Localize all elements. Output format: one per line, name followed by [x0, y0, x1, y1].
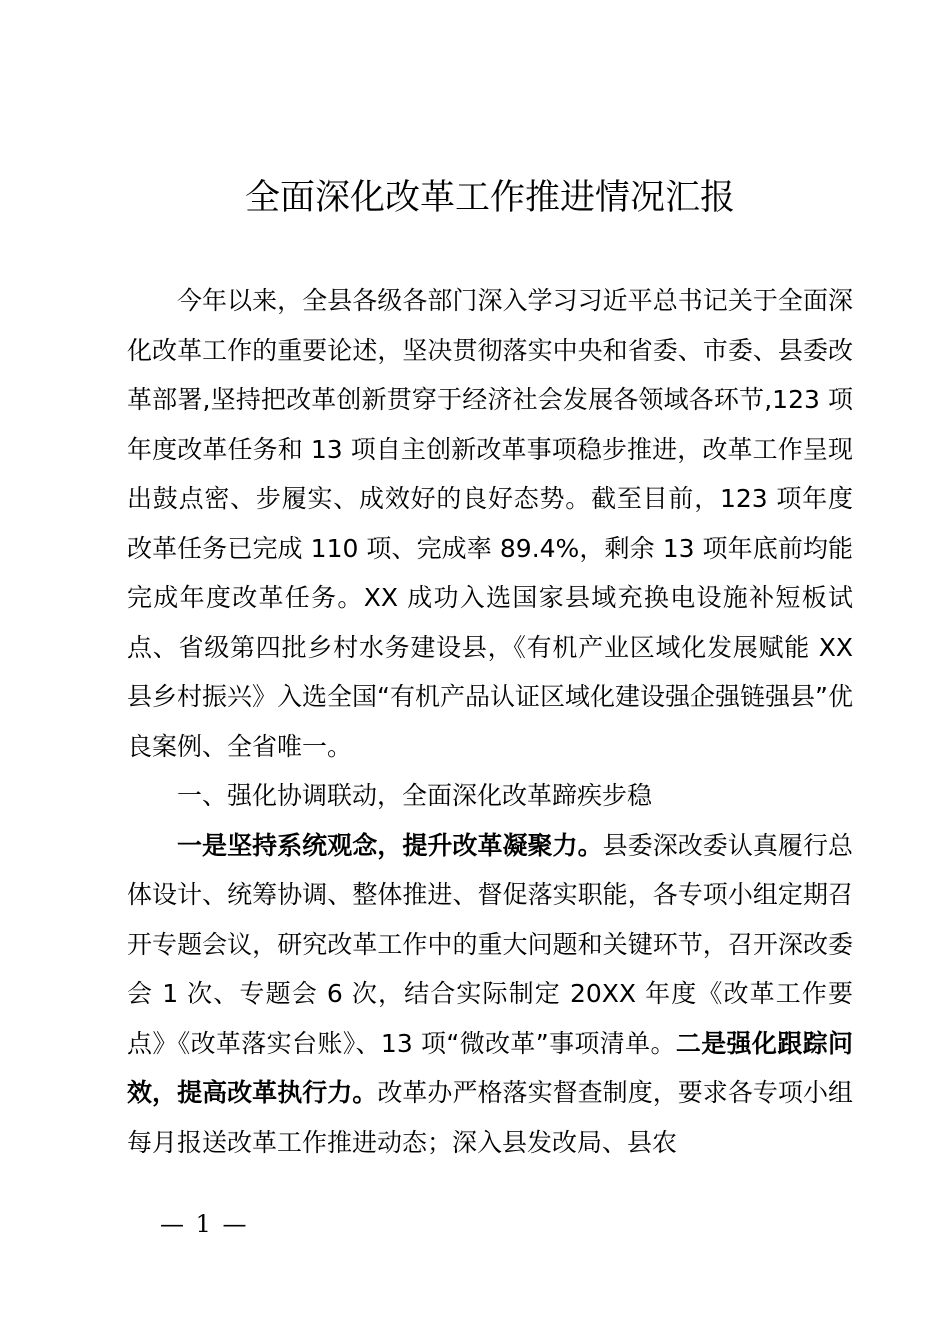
section-heading: 一、强化协调联动，全面深化改革蹄疾步稳 [177, 781, 653, 810]
page-number: — 1 — [160, 1210, 249, 1238]
point1-lead: 一是坚持系统观念，提升改革凝聚力。 [177, 830, 603, 860]
page-title: 全面深化改革工作推进情况汇报 [244, 178, 735, 218]
points-paragraph [127, 821, 853, 1168]
point2-lead: 二是强化跟踪问效，提高改革执行力。 [127, 1028, 853, 1107]
intro-paragraph: 今年以来，全县各级各部门深入学习习近平总书记关于全面深化改革工作的重要论述，坚决贯彻落实中央和省委、市委、县委改革部署,坚持把改革创新贯穿于经济社会发展各领域各环节,123 项年度改革任务和 13 项自主创新改革事项稳步推进，改革工作呈现出鼓点密、步履实、成效好的良好态势。截至目前，123 项年度改革任务已完成 110 项、完成率 89.4%，剩余 13 项年底前均能完成年度改革任务。XX 成功入选国家县域充换电设施补短板试点、省级第四批乡村水务建设县，《有机产业区域化发展赋能 XX 县乡村振兴》入选全国“有机产品认证区域化建设强企强链强县”优良案例、全省唯一。 [127, 286, 853, 761]
document-body [127, 276, 853, 1167]
point1-text: 县委深改委认真履行总体设计、统筹协调、整体推进、督促落实职能，各专项小组定期召开专题会议，研究改革工作中的重大问题和关键环节，召开深改委会 1 次、专题会 6 次，结合实际制定 20XX 年度《改革工作要点》《改革落实台账》、13 项“微改革”事项清单。 [127, 830, 853, 1058]
point2-text: 改革办严格落实督查制度，要求各专项小组每月报送改革工作推进动态；深入县发改局、县农 [127, 1078, 853, 1157]
